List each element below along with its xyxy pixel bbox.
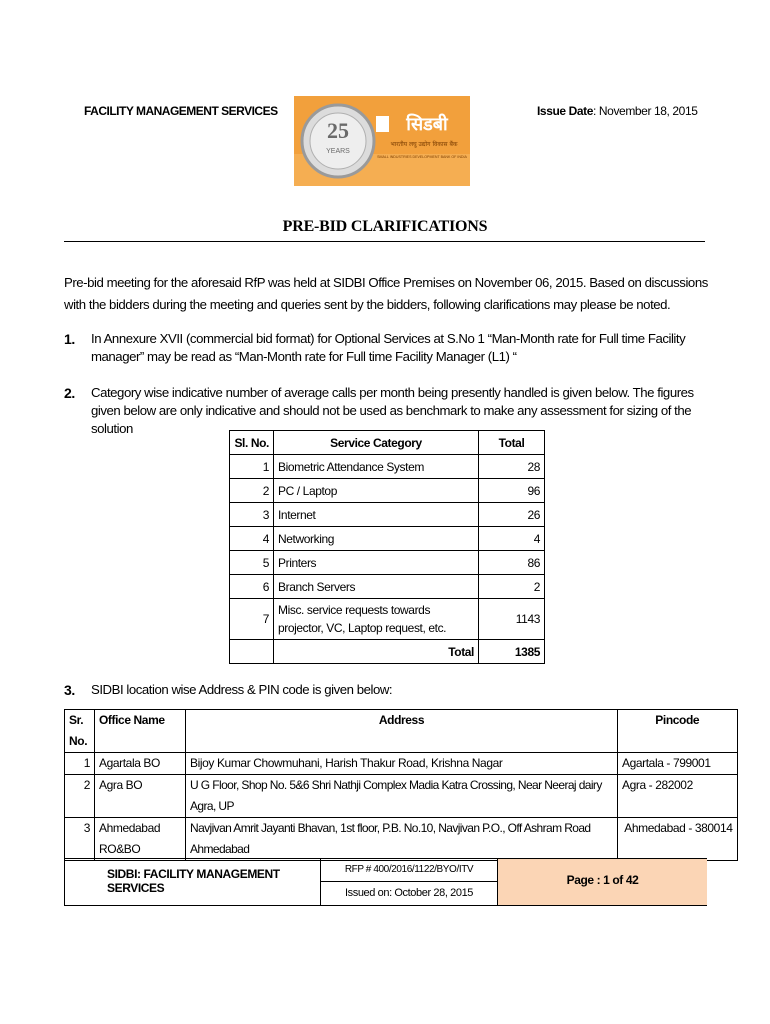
service-category: Networking bbox=[274, 527, 479, 551]
table-row bbox=[230, 479, 545, 503]
logo-mark-icon bbox=[376, 116, 389, 132]
intro-paragraph: Pre-bid meeting for the aforesaid RfP was held at SIDBI Office Premises on November 06, 2015. Based on discussions with the bidders during the meeting and queries sent by the bidders, following clarifications may please be noted. bbox=[64, 275, 708, 312]
address: Bijoy Kumar Chowmuhani, Harish Thakur Road, Krishna Nagar bbox=[186, 753, 618, 775]
footer-left bbox=[65, 859, 320, 905]
pincode: Ahmedabad - 380014 bbox=[618, 818, 738, 861]
header-total: Total bbox=[479, 431, 545, 455]
service-category: Internet bbox=[274, 503, 479, 527]
sr-no: 2 bbox=[65, 775, 95, 818]
table-row bbox=[65, 818, 738, 861]
pincode: Agra - 282002 bbox=[618, 775, 738, 818]
table-row bbox=[230, 527, 545, 551]
table-header-row bbox=[230, 431, 545, 455]
table-header-row bbox=[65, 710, 738, 753]
logo-years: 25 bbox=[327, 118, 349, 143]
title-divider bbox=[64, 241, 705, 242]
empty-cell bbox=[230, 640, 274, 664]
table-row bbox=[65, 753, 738, 775]
service-category: Misc. service requests towards projector, VC, Laptop request, etc. bbox=[274, 599, 479, 640]
sidbi-logo bbox=[294, 96, 470, 186]
total: 26 bbox=[479, 503, 545, 527]
item-number: 2. bbox=[64, 385, 75, 401]
sr-no: 3 bbox=[65, 818, 95, 861]
footer-page bbox=[497, 859, 707, 905]
item-text: In Annexure XVII (commercial bid format) for Optional Services at S.No 1 “Man-Month rate for Full time Facility manager” may be read as “Man-Month rate for Full time Facility Manager (L1) “ bbox=[91, 331, 686, 364]
total-label: Total bbox=[274, 640, 479, 664]
sl-no: 6 bbox=[230, 575, 274, 599]
address: U G Floor, Shop No. 5&6 Shri Nathji Complex Madia Katra Crossing, Near Neeraj dairy Agra, UP bbox=[186, 775, 618, 818]
logo-brand: सिडबी bbox=[406, 114, 448, 135]
office-name: Ahmedabad RO&BO bbox=[95, 818, 186, 861]
header-service-category: Service Category bbox=[274, 431, 479, 455]
page-number: Page : 1 of 42 bbox=[566, 873, 639, 887]
issue-date bbox=[537, 104, 698, 118]
sl-no: 2 bbox=[230, 479, 274, 503]
footer-rfp: RFP # 400/2016/1122/BYO/ITV bbox=[321, 859, 497, 882]
total: 4 bbox=[479, 527, 545, 551]
total: 28 bbox=[479, 455, 545, 479]
table-total-row bbox=[230, 640, 545, 664]
total-value: 1385 bbox=[479, 640, 545, 664]
header-address: Address bbox=[186, 710, 618, 753]
table-row bbox=[230, 551, 545, 575]
office-name: Agra BO bbox=[95, 775, 186, 818]
footer-mid bbox=[320, 859, 497, 905]
total: 86 bbox=[479, 551, 545, 575]
page-footer bbox=[64, 858, 707, 906]
item-number: 1. bbox=[64, 331, 75, 347]
sl-no: 1 bbox=[230, 455, 274, 479]
table-row bbox=[230, 599, 545, 640]
sl-no: 3 bbox=[230, 503, 274, 527]
header-sr-no: Sr. No. bbox=[65, 710, 95, 753]
sl-no: 5 bbox=[230, 551, 274, 575]
header-title: FACILITY MANAGEMENT SERVICES bbox=[84, 104, 278, 118]
service-category: Biometric Attendance System bbox=[274, 455, 479, 479]
total: 2 bbox=[479, 575, 545, 599]
item-number: 3. bbox=[64, 682, 75, 698]
service-category-table bbox=[229, 430, 545, 664]
table-row bbox=[230, 503, 545, 527]
page-title: PRE-BID CLARIFICATIONS bbox=[282, 218, 488, 235]
sl-no: 7 bbox=[230, 599, 274, 640]
service-category: Printers bbox=[274, 551, 479, 575]
header-office-name: Office Name bbox=[95, 710, 186, 753]
footer-title: SIDBI: FACILITY MANAGEMENT SERVICES bbox=[107, 867, 280, 895]
location-table bbox=[64, 709, 738, 861]
service-category: Branch Servers bbox=[274, 575, 479, 599]
item-text: Category wise indicative number of average calls per month being presently handled is given below. The figures given below are only indicative and should not be used as benchmark to make any assessment for sizing of the solution bbox=[91, 385, 694, 436]
office-name: Agartala BO bbox=[95, 753, 186, 775]
sr-no: 1 bbox=[65, 753, 95, 775]
total: 1143 bbox=[479, 599, 545, 640]
table-row bbox=[230, 455, 545, 479]
footer-issued: Issued on: October 28, 2015 bbox=[344, 887, 474, 899]
issue-date-value: : November 18, 2015 bbox=[593, 104, 698, 118]
logo-tagline-en: SMALL INDUSTRIES DEVELOPMENT BANK OF INDIA bbox=[377, 155, 467, 159]
total: 96 bbox=[479, 479, 545, 503]
logo-years-word: YEARS bbox=[326, 148, 350, 155]
sl-no: 4 bbox=[230, 527, 274, 551]
issue-date-label: Issue Date bbox=[537, 104, 594, 118]
item-text: SIDBI location wise Address & PIN code is given below: bbox=[91, 682, 393, 697]
table-row bbox=[65, 775, 738, 818]
table-row bbox=[230, 575, 545, 599]
address: Navjivan Amrit Jayanti Bhavan, 1st floor, P.B. No.10, Navjivan P.O., Off Ashram Road Ahmedabad bbox=[186, 818, 618, 861]
pincode: Agartala - 799001 bbox=[618, 753, 738, 775]
logo-tagline-hindi: भारतीय लघु उद्योग विकास बैंक bbox=[390, 141, 458, 148]
header-sl-no: Sl. No. bbox=[230, 431, 274, 455]
header-pincode: Pincode bbox=[618, 710, 738, 753]
service-category: PC / Laptop bbox=[274, 479, 479, 503]
